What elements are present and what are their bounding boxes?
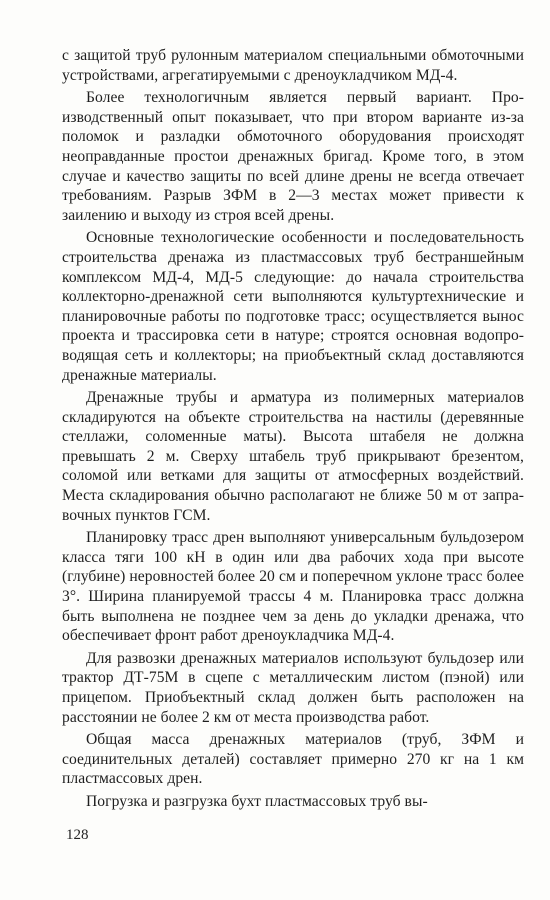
paragraph-loading-unloading: Погрузка и разгрузка бухт пластмассовых труб вы- xyxy=(86,792,428,810)
paragraph-construction-sequence: Основные технологические особенности и последовательность строительства дренажа из пластмассовых труб бестраншейным комплексом МД-4, МД-5 следующие: до начала строительства коллекторно-дренажной сети выполняются культуртехнические и планировочные работы по подготовке трасс; осуществляется вынос проекта и трассировка сети в натуре; строятся основная водопроводящая сеть и коллекторы; на приобъектный склад доставляются дренажные материалы. xyxy=(62,229,524,384)
body-text xyxy=(62,46,524,815)
paragraph-route-leveling: Планировку трасс дрен выполняют универсальным бульдозером класса тяги 100 кН в один или два рабочих хода при высоте (глубине) неровностей более 20 см и поперечном уклоне трасс более 3°. Ширина планируемой трассы 4 м. Планировка трасс должна быть выполнена не позднее чем за день до укладки дренажа, что обеспечивает фронт работ дреноукладчика МД-4. xyxy=(62,529,524,645)
paragraph-technology-variant: Более технологичным является первый вариант. Производственный опыт показывает, что при втором варианте из-за поломок и разладки обмоточного оборудования происходят неоправданные простои дренажных бригад. Кроме того, в этом случае и качество защиты по всей длине дрены не всегда отвечает требованиям. Разрыв ЗФМ в 2—3 местах может привести к заилению и выходу из строя всей дрены. xyxy=(62,89,524,224)
paragraph-material-mass: Общая масса дренажных материалов (труб, ЗФМ и соединительных деталей) составляет примерно 270 кг на 1 км пластмассовых дрен. xyxy=(62,731,524,788)
paragraph-continuation: с защитой труб рулонным материалом специальными обмоточными устройствами, агрегатируемыми с дреноукладчиком МД-4. xyxy=(62,47,524,84)
paragraph-material-delivery: Для развозки дренажных материалов используют бульдозер или трактор ДТ-75М в сцепе с металлическим листом (пэной) или прицепом. Приобъектный склад должен быть расположен на расстоянии не более 2 км от места производства работ. xyxy=(62,649,524,726)
paragraph-pipe-storage: Дренажные трубы и арматура из полимерных материалов складируются на объекте строительства на настилы (деревянные стеллажи, соломенные маты). Высота штабеля не должна превышать 2 м. Сверху штабель труб прикрывают брезентом, соломой или ветками для защиты от атмосферных воздействий. Места складирования обычно располагают не ближе 50 м от заправочных пунктов ГСМ. xyxy=(62,389,524,524)
page-number: 128 xyxy=(66,827,89,843)
